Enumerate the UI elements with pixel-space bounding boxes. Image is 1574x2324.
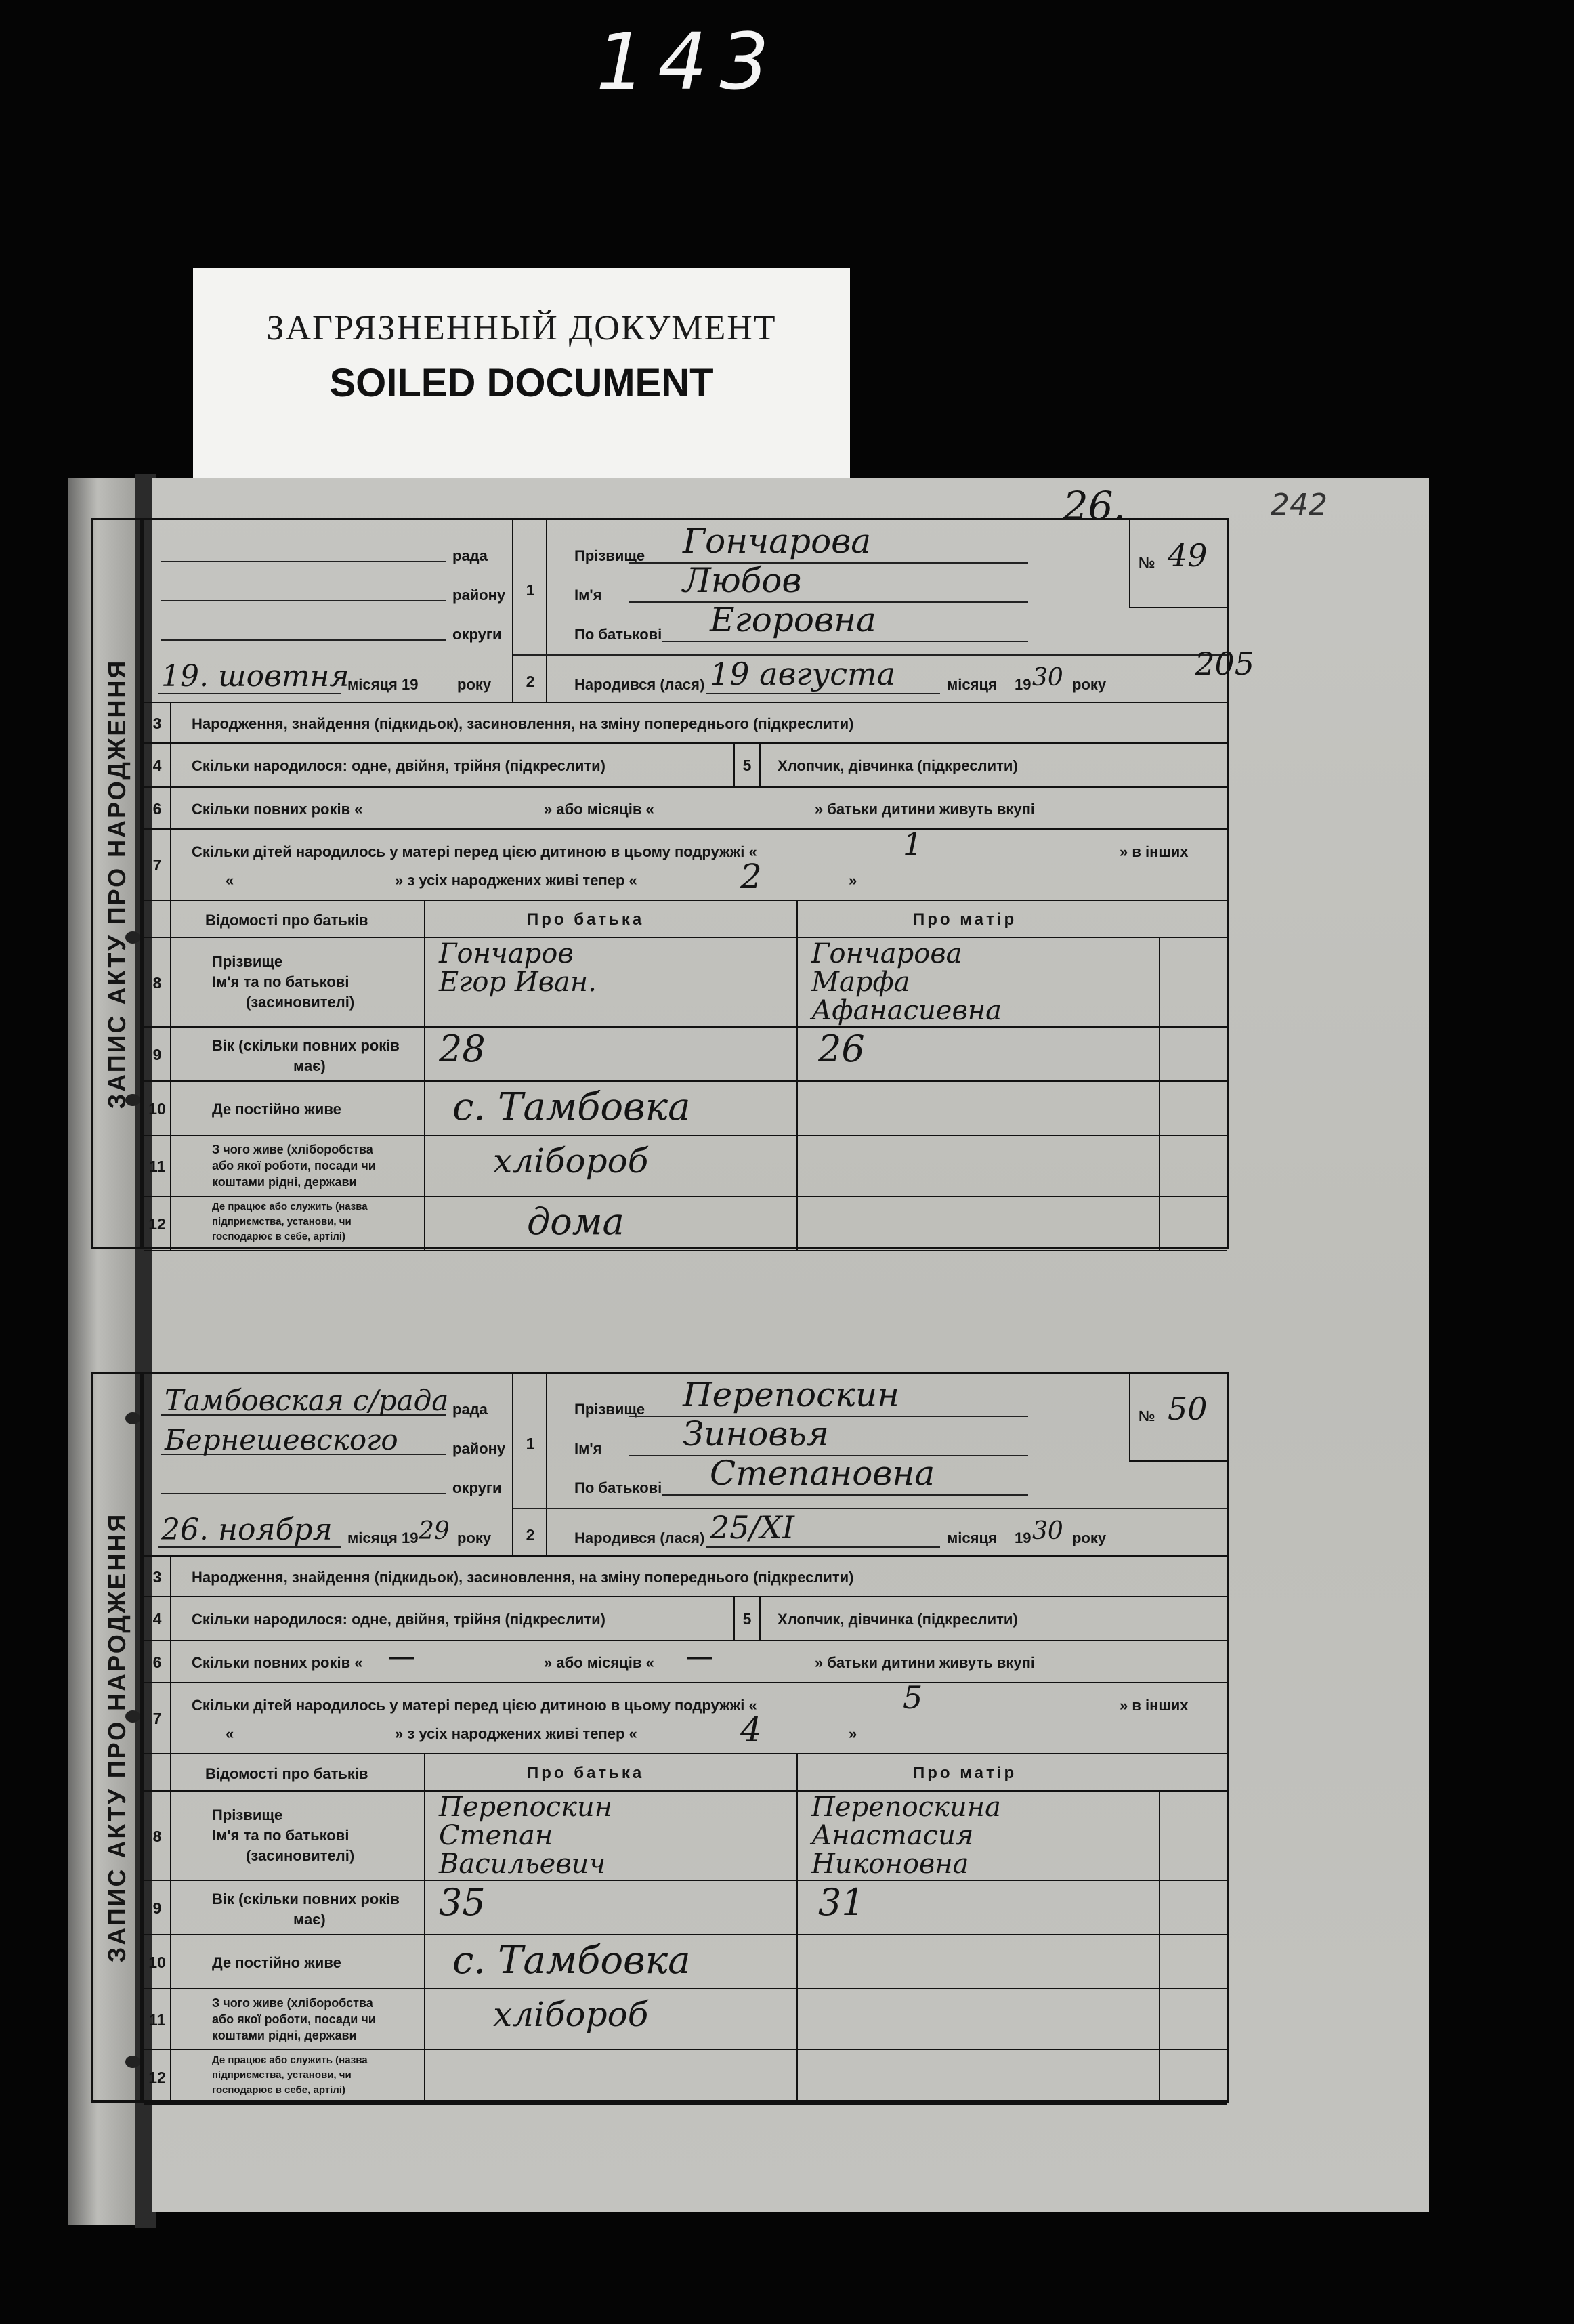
living: хлібороб	[493, 1141, 649, 1181]
row7-alive: 2	[740, 857, 762, 896]
r11-l2: або якої роботи, посади чи	[212, 2012, 376, 2026]
record-number-box	[1129, 1374, 1227, 1462]
row-number-1: 1	[526, 1435, 535, 1452]
record-grid	[142, 1372, 1229, 2103]
raion-label: району	[452, 1440, 506, 1457]
year-prefix: 19	[402, 1529, 419, 1546]
row-number-9: 9	[144, 1881, 171, 1934]
row7-c: «	[226, 872, 234, 889]
r8-l2: Ім'я та по батькові	[212, 1827, 349, 1844]
r9-l1: Вік (скільки повних років	[212, 1890, 400, 1907]
born-year-value: 30	[1032, 664, 1063, 692]
patronymic-label: По батькові	[574, 1479, 662, 1496]
record-number: 49	[1168, 537, 1208, 574]
row-9-father	[425, 1028, 798, 1080]
father-header-cell	[425, 1754, 798, 1790]
row-number-8: 8	[144, 938, 171, 1026]
row-number-8: 8	[144, 1792, 171, 1880]
header-block	[144, 1374, 1227, 1557]
parents-header	[144, 1754, 1227, 1792]
row6-months: —	[686, 1641, 713, 1672]
blank-num	[144, 1754, 171, 1790]
row-8-mother	[798, 1792, 1160, 1880]
registration-office	[144, 1374, 513, 1555]
mother-surname: Перепоскина	[811, 1792, 1001, 1823]
name-label: Ім'я	[574, 587, 602, 604]
reg-year-value: 29	[419, 1517, 450, 1545]
row-10-mother	[798, 1082, 1160, 1135]
father-header: Про батька	[527, 1764, 645, 1782]
record-number-box	[1129, 520, 1227, 608]
split-num	[513, 1508, 547, 1509]
row-10-father	[425, 1935, 798, 1988]
row-11-mother	[798, 1989, 1160, 2049]
row-6	[144, 1641, 1227, 1683]
number-label: №	[1139, 554, 1155, 571]
frame-number: 143	[596, 17, 782, 108]
row-11	[144, 1136, 1227, 1197]
blank-num	[144, 901, 171, 937]
row4-text: Скільки народилося: одне, двійня, трійня (підкреслити)	[192, 757, 605, 774]
row-12-label	[171, 2050, 425, 2103]
rada-line	[161, 561, 446, 562]
row5-text: Хлопчик, дівчинка (підкреслити)	[778, 1611, 1018, 1628]
raion-label: району	[452, 587, 506, 604]
r9-l2: має)	[293, 1057, 326, 1074]
living: хлібороб	[493, 1995, 649, 2034]
row-12-tail	[1160, 1197, 1227, 1250]
residence: с. Тамбовка	[452, 1939, 691, 1983]
residence: с. Тамбовка	[452, 1085, 691, 1129]
label-en: SOILED DOCUMENT	[329, 361, 714, 405]
r12-l3: господарює в себе, артілі)	[212, 2084, 345, 2096]
row7-e: »	[849, 1725, 857, 1742]
record-grid	[142, 483, 1254, 1249]
name-value: Зиновья	[683, 1414, 829, 1454]
mother-age: 31	[818, 1881, 865, 1924]
born-day-value: 25/XI	[710, 1509, 794, 1546]
father-given: Егор Иван.	[439, 967, 597, 998]
father-age: 35	[439, 1881, 486, 1924]
row6-b: » або місяців «	[544, 801, 654, 818]
okrug-label: округи	[452, 626, 502, 643]
split-num	[513, 654, 547, 656]
mother-patronymic: Афанасиевна	[811, 995, 1002, 1026]
label-ru: ЗАГРЯЗНЕННЫЙ ДОКУМЕНТ	[266, 309, 777, 347]
row-12	[144, 1197, 1227, 1251]
child-data	[547, 1374, 1227, 1555]
month-label: місяця	[347, 676, 398, 693]
row-10	[144, 1082, 1227, 1136]
patronymic-line	[662, 641, 1028, 642]
rada-value: Тамбовская с/рада	[165, 1384, 449, 1417]
row-number-5: 5	[733, 744, 761, 786]
row-6	[144, 788, 1227, 830]
row-12-mother	[798, 1197, 1160, 1250]
parents-label: Відомості про батьків	[205, 912, 368, 929]
born-line	[706, 693, 940, 694]
row7-b: » в інших	[1120, 843, 1189, 860]
record-title: ЗАПИС АКТУ ПРО НАРОДЖЕННЯ	[102, 1512, 131, 1962]
father-age: 28	[439, 1028, 486, 1070]
mother-age: 26	[818, 1028, 865, 1070]
row6-a: Скільки повних років «	[192, 801, 363, 818]
row7-c: «	[226, 1725, 234, 1742]
row-11	[144, 1989, 1227, 2050]
header-block	[144, 483, 1254, 703]
name-label: Ім'я	[574, 1440, 602, 1457]
born-year-prefix: 19	[1015, 676, 1031, 693]
row-12-father	[425, 1197, 798, 1250]
born-label: Народився (лася)	[574, 676, 705, 693]
parents-label-cell	[171, 1754, 425, 1790]
row-8	[144, 1792, 1227, 1881]
row-9-father	[425, 1881, 798, 1934]
row-number-10: 10	[144, 1082, 171, 1135]
born-year-label: року	[1072, 676, 1107, 693]
row-7	[144, 1679, 1227, 1754]
birth-record-49	[91, 483, 1254, 1249]
corner-mark: 26.	[1063, 483, 1126, 529]
parents-header	[144, 901, 1227, 938]
row-10-label	[171, 1935, 425, 1988]
r8-l1: Прізвище	[212, 1807, 283, 1823]
row7-alive: 4	[740, 1710, 762, 1750]
row-number-6: 6	[144, 788, 171, 828]
row-3	[144, 703, 1227, 744]
work: дома	[527, 1200, 624, 1243]
surname-value: Перепоскин	[683, 1375, 900, 1414]
sheet-number: 242	[1271, 488, 1327, 522]
row-9-label	[171, 1028, 425, 1080]
row-number-4: 4	[144, 744, 171, 786]
row-8-father	[425, 938, 798, 1026]
row-12-tail	[1160, 2050, 1227, 2103]
row-number-1: 1	[526, 581, 535, 599]
r9-l2: має)	[293, 1911, 326, 1928]
r11-l3: коштами рідні, держави	[212, 1175, 357, 1189]
row-11-tail	[1160, 1989, 1227, 2049]
r11-l3: коштами рідні, держави	[212, 2029, 357, 2042]
row3-text: Народження, знайдення (підкидьок), засиновлення, на зміну попереднього (підкреслити)	[192, 1569, 854, 1586]
r12-l3: господарює в себе, артілі)	[212, 1231, 345, 1242]
row6-years: —	[388, 1641, 415, 1672]
row7-a: Скільки дітей народилось у матері перед цією дитиною в цьому подружжі «	[192, 1697, 757, 1714]
mother-given: Анастасия	[811, 1820, 974, 1851]
okrug-line	[161, 1493, 446, 1494]
record-title: ЗАПИС АКТУ ПРО НАРОДЖЕННЯ	[102, 658, 131, 1109]
mother-header-cell	[798, 1754, 1227, 1790]
row7-marriage: 5	[903, 1679, 923, 1716]
row-8-tail	[1160, 1792, 1227, 1880]
father-given: Степан	[439, 1820, 553, 1851]
reg-date-value: 26. ноября	[161, 1513, 333, 1547]
born-month-label: місяця	[947, 676, 997, 693]
r11-l1: З чого живе (хліборобства	[212, 1996, 373, 2010]
row-number-10: 10	[144, 1935, 171, 1988]
year-label: року	[457, 1529, 492, 1546]
row-4	[144, 1597, 1227, 1641]
born-line	[706, 1546, 940, 1548]
row-4	[144, 744, 1227, 788]
row-12	[144, 2050, 1227, 2105]
father-header-cell	[425, 901, 798, 937]
name-value: Любов	[683, 561, 802, 600]
row-number-2: 2	[526, 673, 535, 690]
mother-header: Про матір	[913, 910, 1017, 929]
row-11-father	[425, 1989, 798, 2049]
row-9-tail	[1160, 1028, 1227, 1080]
row-8	[144, 938, 1227, 1028]
row-10-label	[171, 1082, 425, 1135]
r12-l1: Де працює або служить (назва	[212, 2054, 368, 2066]
year-label: року	[457, 676, 492, 693]
row7-b: » в інших	[1120, 1697, 1189, 1714]
surname-value: Гончарова	[683, 522, 872, 561]
row-11-tail	[1160, 1136, 1227, 1196]
row-9-label	[171, 1881, 425, 1934]
r8-l3: (засиновителі)	[246, 994, 355, 1011]
vertical-title	[91, 518, 142, 1249]
rada-label: рада	[452, 1401, 488, 1418]
parents-label-cell	[171, 901, 425, 937]
row4-text: Скільки народилося: одне, двійня, трійня (підкреслити)	[192, 1611, 605, 1628]
row6-a: Скільки повних років «	[192, 1654, 363, 1671]
row-number-12: 12	[144, 1197, 171, 1250]
split-right	[547, 1508, 1227, 1509]
mother-header-cell	[798, 901, 1227, 937]
row-12-label	[171, 1197, 425, 1250]
row-8-tail	[1160, 938, 1227, 1026]
year-prefix: 19	[402, 676, 419, 693]
r10-l1: Де постійно живе	[212, 1954, 341, 1971]
row-number-9: 9	[144, 1028, 171, 1080]
row7-a: Скільки дітей народилось у матері перед цією дитиною в цьому подружжі «	[192, 843, 757, 860]
patronymic-value: Егоровна	[710, 600, 876, 639]
row-11-label	[171, 1989, 425, 2049]
row-7	[144, 826, 1227, 901]
surname-label: Прізвище	[574, 547, 645, 564]
soiled-document-label	[193, 268, 850, 491]
row7-e: »	[849, 872, 857, 889]
r11-l2: або якої роботи, посади чи	[212, 1159, 376, 1172]
mother-header: Про матір	[913, 1764, 1017, 1782]
record-number: 50	[1168, 1391, 1208, 1427]
reg-date-value: 19. шовтня	[161, 659, 349, 694]
r12-l1: Де працює або служить (назва	[212, 1201, 368, 1212]
row-numbers	[513, 520, 547, 702]
r12-l2: підприємства, установи, чи	[212, 1216, 352, 1227]
row-9-tail	[1160, 1881, 1227, 1934]
row7-d: » з усіх народжених живі тепер «	[395, 872, 637, 889]
patronymic-line	[662, 1494, 1028, 1496]
okrug-line	[161, 639, 446, 641]
row-number-4: 4	[144, 1597, 171, 1640]
r12-l2: підприємства, установи, чи	[212, 2069, 352, 2081]
born-label: Народився (лася)	[574, 1529, 705, 1546]
born-year-label: року	[1072, 1529, 1107, 1546]
row-10-mother	[798, 1935, 1160, 1988]
mother-given: Марфа	[811, 967, 910, 998]
child-data	[547, 483, 1254, 702]
row-10-tail	[1160, 1082, 1227, 1135]
surname-label: Прізвище	[574, 1401, 645, 1418]
father-surname: Гончаров	[439, 938, 574, 969]
birth-record-50	[91, 1372, 1229, 2103]
row7-d: » з усіх народжених живі тепер «	[395, 1725, 637, 1742]
father-surname: Перепоскин	[439, 1792, 613, 1823]
father-patronymic: Васильевич	[439, 1848, 606, 1880]
patronymic-label: По батькові	[574, 626, 662, 643]
raion-line	[161, 600, 446, 601]
row-12-mother	[798, 2050, 1160, 2103]
row-9	[144, 1028, 1227, 1082]
row6-c: » батьки дитини живуть вкупі	[815, 1654, 1036, 1671]
row-number-2: 2	[526, 1526, 535, 1544]
row-3	[144, 1557, 1227, 1597]
r9-l1: Вік (скільки повних років	[212, 1037, 400, 1054]
row-10	[144, 1935, 1227, 1989]
row-9-mother	[798, 1881, 1160, 1934]
row-number-3: 3	[144, 703, 171, 742]
row-8-father	[425, 1792, 798, 1880]
row-number-3: 3	[144, 1557, 171, 1596]
row6-b: » або місяців «	[544, 1654, 654, 1671]
row-10-tail	[1160, 1935, 1227, 1988]
born-day-value: 19 августа	[710, 656, 896, 692]
row-number-7: 7	[144, 830, 171, 900]
row-number-7: 7	[144, 1683, 171, 1753]
r10-l1: Де постійно живе	[212, 1101, 341, 1118]
side-mark: 205	[1195, 646, 1254, 682]
row-9	[144, 1881, 1227, 1935]
registration-office	[144, 520, 513, 702]
row-number-12: 12	[144, 2050, 171, 2103]
row-8-label	[171, 938, 425, 1026]
row-number-5: 5	[733, 1597, 761, 1640]
row-11-label	[171, 1136, 425, 1196]
number-label: №	[1139, 1408, 1155, 1424]
r8-l3: (засиновителі)	[246, 1847, 355, 1864]
raion-value: Бернешевского	[165, 1423, 398, 1456]
mother-surname: Гончарова	[811, 938, 962, 969]
okrug-label: округи	[452, 1479, 502, 1496]
row3-text: Народження, знайдення (підкидьок), засиновлення, на зміну попереднього (підкреслити)	[192, 715, 854, 732]
row-11-mother	[798, 1136, 1160, 1196]
mother-patronymic: Никоновна	[811, 1848, 969, 1880]
row-numbers	[513, 1374, 547, 1555]
born-year-value: 30	[1032, 1517, 1063, 1545]
row-10-father	[425, 1082, 798, 1135]
month-label: місяця	[347, 1529, 398, 1546]
row-11-father	[425, 1136, 798, 1196]
vertical-title	[91, 1372, 142, 2103]
rada-label: рада	[452, 547, 488, 564]
row7-marriage: 1	[903, 826, 923, 862]
born-month-label: місяця	[947, 1529, 997, 1546]
born-year-prefix: 19	[1015, 1529, 1031, 1546]
row5-text: Хлопчик, дівчинка (підкреслити)	[778, 757, 1018, 774]
row-number-6: 6	[144, 1641, 171, 1682]
row6-c: » батьки дитини живуть вкупі	[815, 801, 1036, 818]
row-8-label	[171, 1792, 425, 1880]
parents-label: Відомості про батьків	[205, 1765, 368, 1782]
row-12-father	[425, 2050, 798, 2103]
patronymic-value: Степановна	[710, 1454, 935, 1493]
father-header: Про батька	[527, 910, 645, 929]
row-number-11: 11	[144, 1989, 171, 2049]
r11-l1: З чого живе (хліборобства	[212, 1143, 373, 1156]
row-number-11: 11	[144, 1136, 171, 1196]
r8-l2: Ім'я та по батькові	[212, 973, 349, 990]
row-8-mother	[798, 938, 1160, 1026]
row-9-mother	[798, 1028, 1160, 1080]
r8-l1: Прізвище	[212, 953, 283, 970]
